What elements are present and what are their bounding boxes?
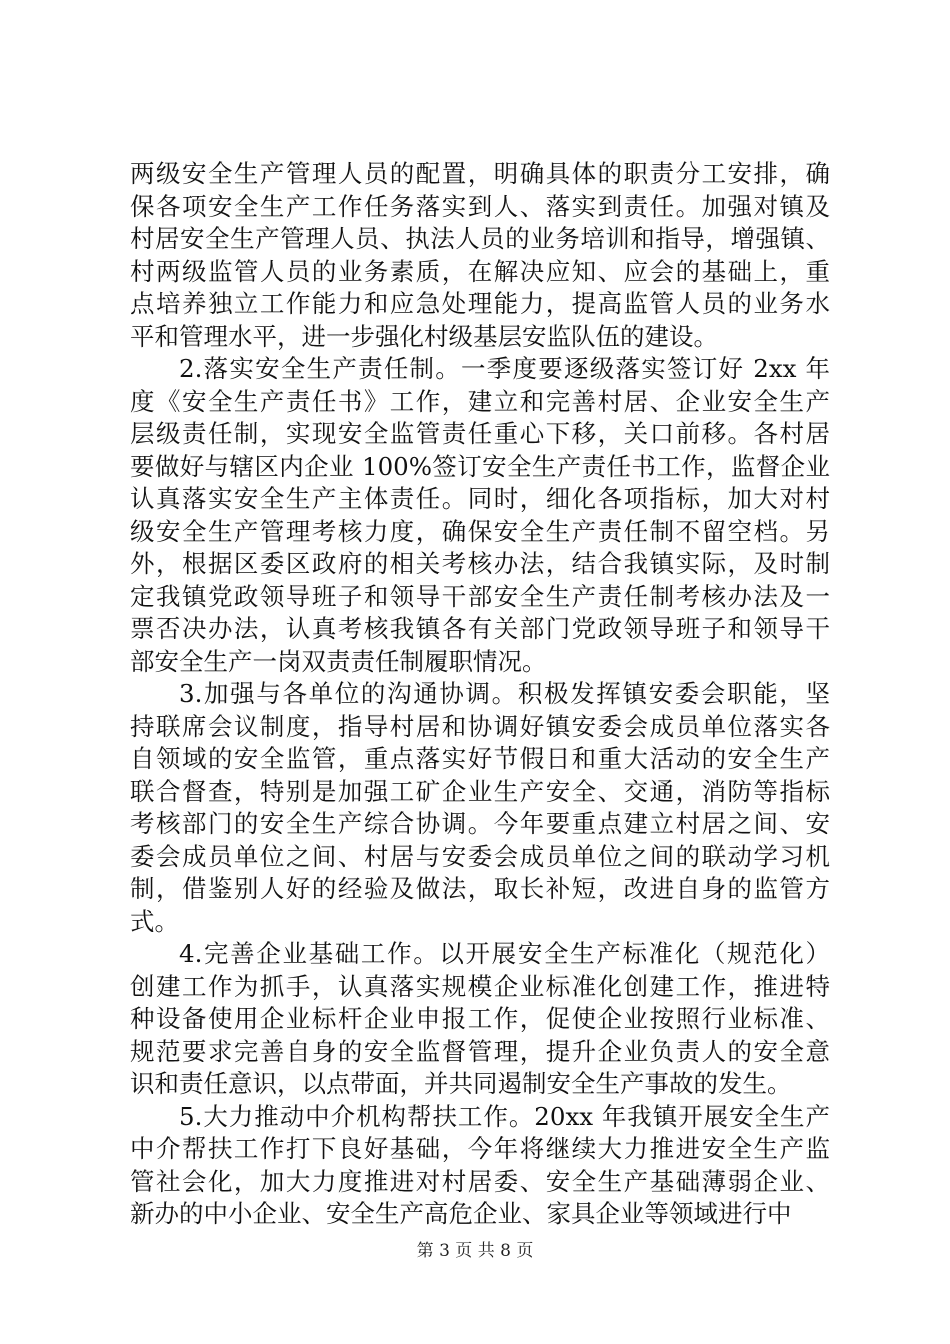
paragraph (130, 938, 830, 1101)
page-footer: 第 3 页 共 8 页 (416, 1241, 534, 1261)
text-line: 联合督查，特别是加强工矿企业生产安全、交通，消防等指标 (130, 776, 830, 806)
document-body (130, 158, 830, 1231)
text-line: 持联席会议制度，指导村居和协调好镇安委会成员单位落实各 (130, 711, 830, 741)
text-line: 制，借鉴别人好的经验及做法，取长补短，改进自身的监管方 (130, 874, 830, 903)
text-line: 保各项安全生产工作任务落实到人、落实到责任。加强对镇及 (130, 191, 830, 221)
text-line: 层级责任制，实现安全监管责任重心下移，关口前移。各村居 (130, 419, 830, 448)
text-line: 委会成员单位之间、村居与安委会成员单位之间的联动学习机 (130, 841, 830, 871)
paragraph (130, 1101, 830, 1231)
text-line: 创建工作为抓手，认真落实规模企业标准化创建工作，推进特 (130, 971, 830, 1001)
text-line: 要做好与辖区内企业 100%签订安全生产责任书工作，监督企业 (130, 451, 830, 481)
paragraph (130, 158, 830, 353)
text-line: 平和管理水平，进一步强化村级基层安监队伍的建设。 (130, 321, 718, 351)
text-line: 5.大力推动中介机构帮扶工作。20xx 年我镇开展安全生产 (179, 1101, 830, 1131)
text-line: 式。 (130, 906, 179, 936)
text-line: 识和责任意识，以点带面，并共同遏制安全生产事故的发生。 (130, 1069, 792, 1098)
text-line: 2.落实安全生产责任制。一季度要逐级落实签订好 2xx 年 (179, 354, 830, 383)
text-line: 两级安全生产管理人员的配置，明确具体的职责分工安排，确 (130, 159, 830, 188)
text-line: 票否决办法，认真考核我镇各有关部门党政领导班子和领导干 (130, 614, 830, 643)
text-line: 度《安全生产责任书》工作，建立和完善村居、企业安全生产 (130, 386, 830, 416)
text-line: 点培养独立工作能力和应急处理能力，提高监管人员的业务水 (130, 289, 830, 318)
text-line: 种设备使用企业标杆企业申报工作，促使企业按照行业标准、 (130, 1004, 830, 1033)
text-line: 管社会化，加大力度推进对村居委、安全生产基础薄弱企业、 (130, 1166, 830, 1196)
text-line: 考核部门的安全生产综合协调。今年要重点建立村居之间、安 (130, 809, 830, 838)
paragraph (130, 353, 830, 678)
text-line: 认真落实安全生产主体责任。同时，细化各项指标，加大对村 (130, 484, 830, 513)
text-line: 规范要求完善自身的安全监督管理，提升企业负责人的安全意 (130, 1036, 830, 1066)
text-line: 中介帮扶工作打下良好基础，今年将继续大力推进安全生产监 (130, 1134, 830, 1163)
text-line: 自领域的安全监管，重点落实好节假日和重大活动的安全生产 (130, 744, 830, 773)
text-line: 部安全生产一岗双责责任制履职情况。 (130, 646, 547, 676)
text-line: 3.加强与各单位的沟通协调。积极发挥镇安委会职能，坚 (179, 679, 830, 708)
text-line: 外，根据区委区政府的相关考核办法，结合我镇实际，及时制 (130, 549, 830, 578)
text-line: 级安全生产管理考核力度，确保安全生产责任制不留空档。另 (130, 516, 830, 546)
paragraph (130, 678, 830, 938)
text-line: 村居安全生产管理人员、执法人员的业务培训和指导，增强镇、 (130, 224, 830, 253)
text-line: 定我镇党政领导班子和领导干部安全生产责任制考核办法及一 (130, 581, 830, 611)
text-line: 新办的中小企业、安全生产高危企业、家具企业等领域进行中 (130, 1199, 792, 1228)
text-line: 村两级监管人员的业务素质，在解决应知、应会的基础上，重 (130, 256, 830, 286)
text-line: 4.完善企业基础工作。以开展安全生产标准化（规范化） (179, 939, 830, 968)
